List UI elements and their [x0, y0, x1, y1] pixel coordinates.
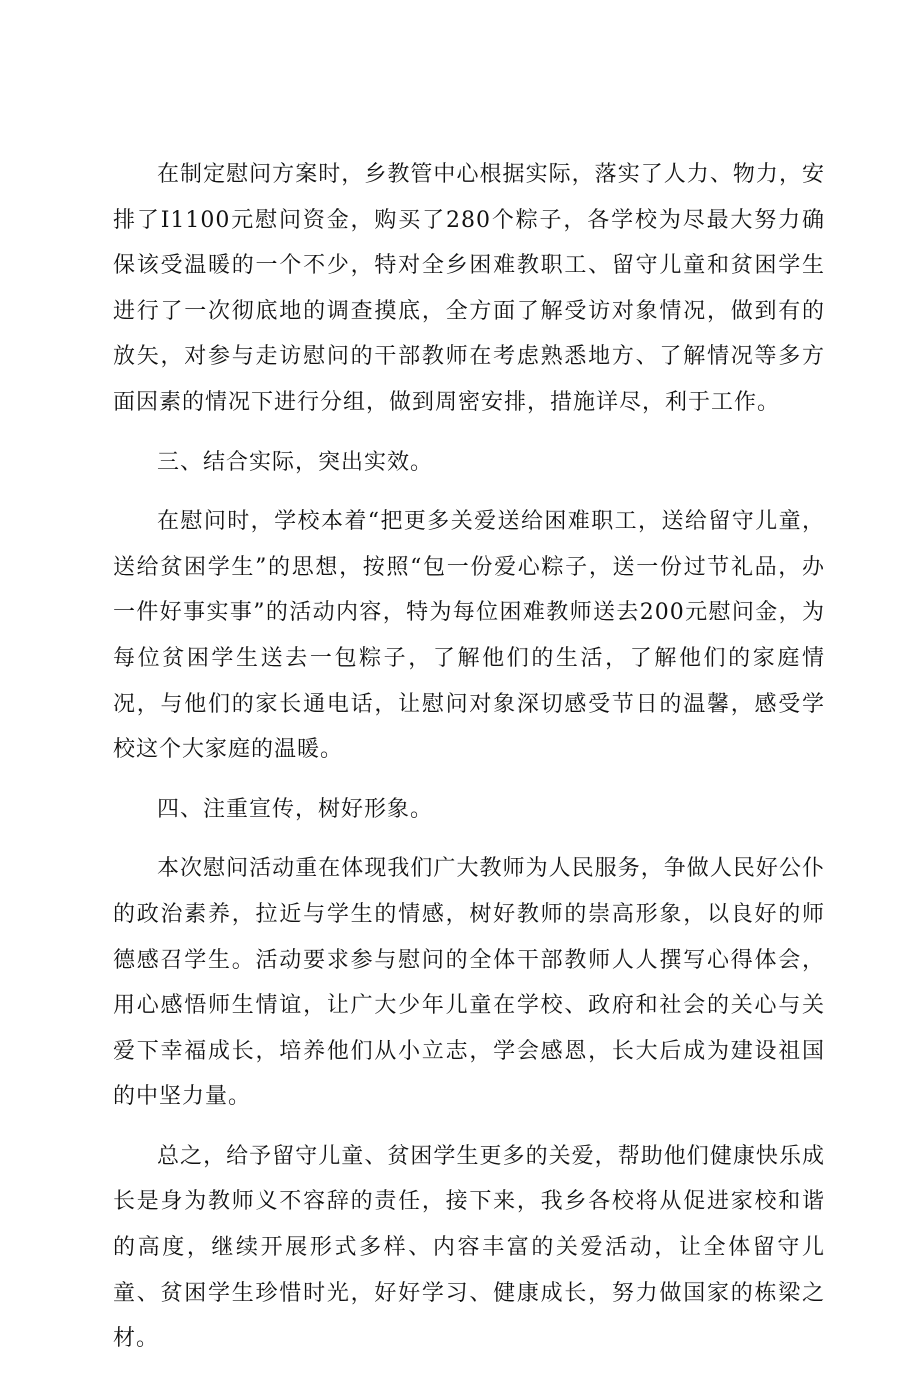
paragraph-planning: 在制定慰问方案时，乡教管中心根据实际，落实了人力、物力，安排了I1100元慰问资金，购买了280个粽子，各学校为尽最大努力确保该受温暖的一个不少，特对全乡困难教职工、留守儿童和贫困学生进行了一次彻底地的调查摸底，全方面了解受访对象情况，做到有的放矢，对参与走访慰问的干部教师在考虑熟悉地方、了解情况等多方面因素的情况下进行分组，做到周密安排，措施详尽，利于工作。 — [113, 162, 825, 415]
paragraph-visit: 在慰问时，学校本着“把更多关爱送给困难职工，送给留守儿童，送给贫困学生”的思想，按照“包一份爱心粽子，送一份过节礼品，办一件好事实事”的活动内容，特为每位困难教师送去200元慰问金，为每位贫困学生送去一包粽子，了解他们的生活，了解他们的家庭情况，与他们的家长通电话，让慰问对象深切感受节日的温馨，感受学校这个大家庭的温暖。 — [113, 509, 825, 763]
paragraph-publicity: 本次慰问活动重在体现我们广大教师为人民服务，争做人民好公仆的政治素养，拉近与学生的情感，树好教师的崇高形象，以良好的师德感召学生。活动要求参与慰问的全体干部教师人人撰写心得体会，用心感悟师生情谊，让广大少年儿童在学校、政府和社会的关心与关爱下幸福成长，培养他们从小立志，学会感恩，长大后成为建设祖国的中坚力量。 — [113, 856, 825, 1110]
paragraph-conclusion: 总之，给予留守儿童、贫困学生更多的关爱，帮助他们健康快乐成长是身为教师义不容辞的责任，接下来，我乡各校将从促进家校和谐的高度，继续开展形式多样、内容丰富的关爱活动，让全体留守儿童、贫困学生珍惜时光，好好学习、健康成长，努力做国家的栋梁之材。 — [113, 1143, 825, 1352]
section-heading-four: 四、注重宣传，树好形象。 — [157, 796, 434, 822]
document-body — [113, 152, 825, 1376]
section-heading-three: 三、结合实际，突出实效。 — [157, 449, 434, 475]
